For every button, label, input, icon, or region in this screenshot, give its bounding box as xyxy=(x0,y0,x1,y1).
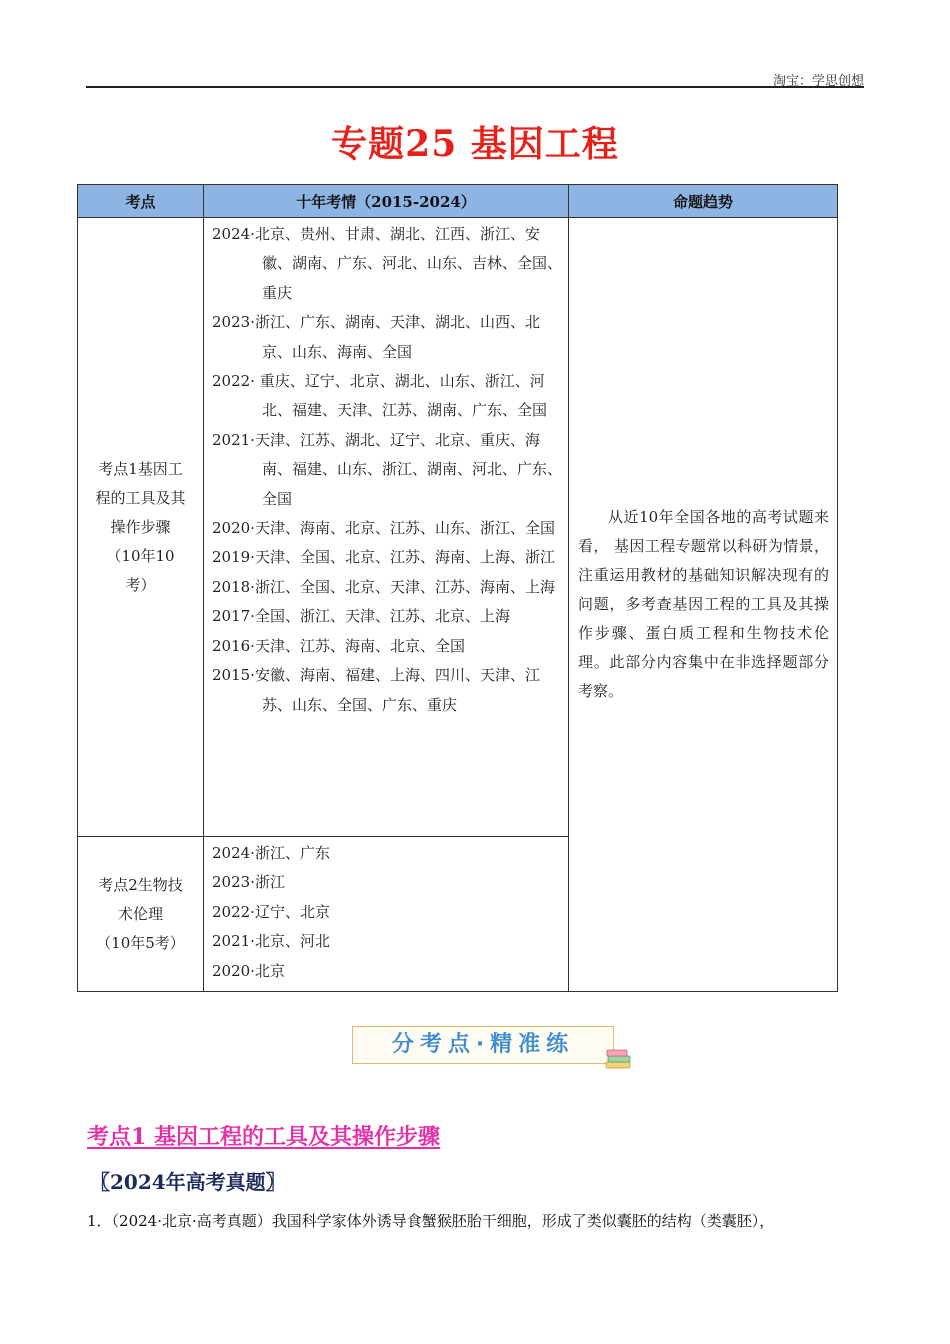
exam-summary-table xyxy=(77,184,838,992)
page-title: 专题25 基因工程 xyxy=(331,123,619,165)
year-entry: 2018·浙江、全国、北京、天津、江苏、海南、上海 xyxy=(212,577,555,596)
year-entry: 2020·天津、海南、北京、江苏、山东、浙江、全国 xyxy=(212,519,555,538)
books-icon xyxy=(604,1046,634,1072)
trend-cell: 从近10年全国各地的高考试题来看， 基因工程专题常以科研为情景，注重运用教材的基础知识解决现有的问题，多考查基因工程的工具及其操作步骤、蛋白质工程和生物技术伦理。此部分内容集中在非选择题部分考察。 xyxy=(569,218,838,992)
topic-line: 程的工具及其 xyxy=(95,488,186,507)
topic-line: 考） xyxy=(125,575,156,594)
header-rule xyxy=(86,86,864,88)
topic-line: 操作步骤 xyxy=(110,517,171,536)
topic-line: 术伦理 xyxy=(117,904,163,923)
year-entry: 2015·安徽、海南、福建、上海、四川、天津、江苏、山东、全国、广东、重庆 xyxy=(212,666,540,714)
year-entry: 2021·北京、河北 xyxy=(212,932,330,951)
topic-line: 考点1基因工 xyxy=(98,459,183,478)
year-entry: 2023·浙江 xyxy=(212,873,285,892)
topic-line: （10年10 xyxy=(106,546,175,565)
year-entry: 2022·辽宁、北京 xyxy=(212,902,330,921)
col-header-topic: 考点 xyxy=(78,185,204,218)
topic-cell-1 xyxy=(78,218,204,837)
header-tag: 淘宝：学思创想 xyxy=(772,74,864,89)
practice-badge: 分考点·精准练 xyxy=(352,1026,614,1064)
year-entry: 2023·浙江、广东、湖南、天津、湖北、山西、北京、山东、海南、全国 xyxy=(212,313,540,361)
topic-cell-2 xyxy=(78,837,204,992)
year-entry: 2016·天津、江苏、海南、北京、全国 xyxy=(212,636,465,655)
topic-line: 考点2生物技 xyxy=(98,875,183,894)
section-subtitle: 〖2024年高考真题〗 xyxy=(90,1170,286,1194)
question-1: 1．（2024·北京·高考真题）我国科学家体外诱导食蟹猴胚胎干细胞，形成了类似囊胚的结构（类囊胚）， xyxy=(87,1212,775,1230)
year-entry: 2021·天津、江苏、湖北、辽宁、北京、重庆、海南、福建、山东、浙江、湖南、河北、广东、全国 xyxy=(212,430,563,508)
section-title: 考点1 基因工程的工具及其操作步骤 xyxy=(87,1124,440,1150)
year-entry: 2024·浙江、广东 xyxy=(212,844,330,862)
years-cell-1 xyxy=(204,218,569,837)
col-header-trend: 命题趋势 xyxy=(569,185,838,218)
year-entry: 2019·天津、全国、北京、江苏、海南、上海、浙江 xyxy=(212,548,555,567)
year-entry: 2020·北京 xyxy=(212,961,285,980)
year-entry: 2022· 重庆、辽宁、北京、湖北、山东、浙江、河北、福建、天津、江苏、湖南、广东、全国 xyxy=(212,372,548,420)
topic-line: （10年5考） xyxy=(96,933,185,952)
years-cell-2 xyxy=(204,837,569,992)
col-header-years: 十年考情（2015-2024） xyxy=(204,185,569,218)
year-entry: 2024·北京、贵州、甘肃、湖北、江西、浙江、安徽、湖南、广东、河北、山东、吉林、全国、重庆 xyxy=(212,225,563,302)
year-entry: 2017·全国、浙江、天津、江苏、北京、上海 xyxy=(212,607,510,626)
